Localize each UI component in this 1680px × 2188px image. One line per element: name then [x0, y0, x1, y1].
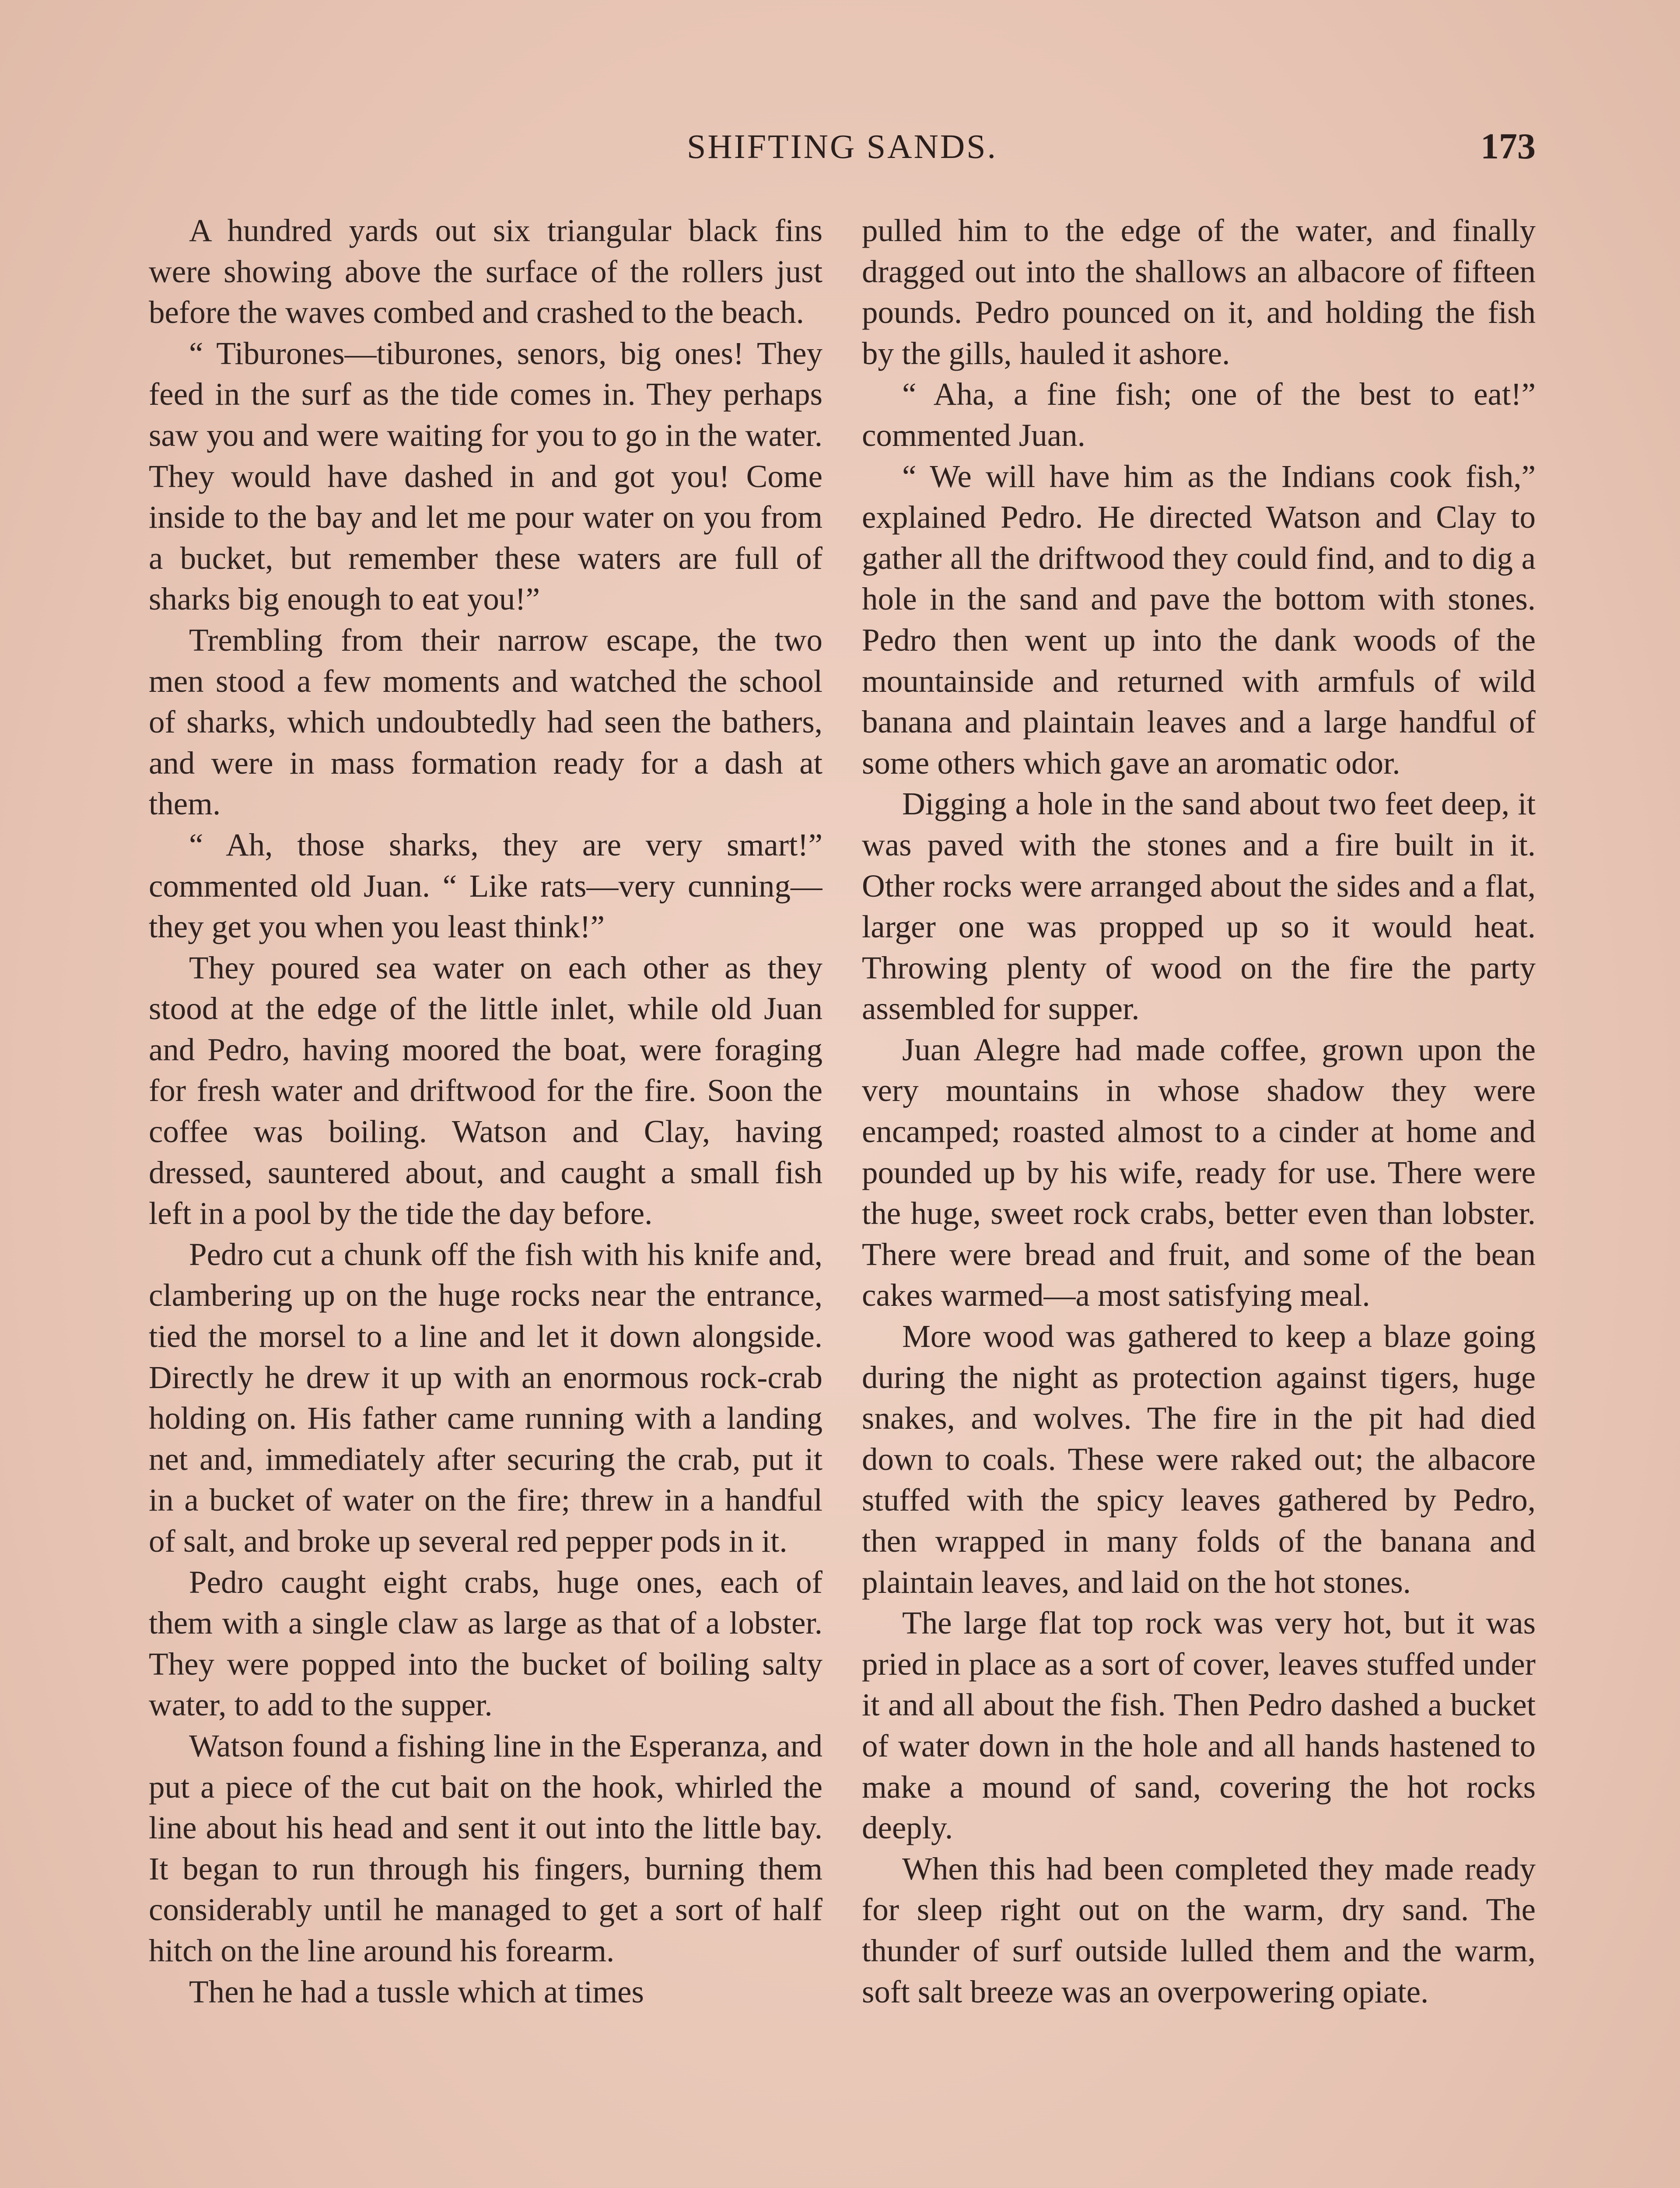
- page-header: [149, 127, 1536, 175]
- paragraph: Juan Alegre had made coffee, grown upon the very mountains in whose shadow they were encamped; roasted almost to a cinder at home and pounded up by his wife, ready for use. There were the huge, sweet rock crabs, better even than lobster. There were bread and fruit, and some of the bean cakes warmed—a most satisfying meal.: [862, 1031, 1536, 1313]
- paragraph: “ Aha, a fine fish; one of the best to eat!” commented Juan.: [862, 376, 1536, 453]
- paragraph: pulled him to the edge of the water, and finally dragged out into the shallows an albacore of fifteen pounds. Pedro pounced on it, and holding the fish by the gills, hauled it ashore.: [862, 213, 1536, 371]
- left-text-column: [149, 210, 822, 2188]
- paragraph: When this had been completed they made ready for sleep right out on the warm, dry sand. The thunder of surf outside lulled them and the warm, soft salt breeze was an overpowering opiate.: [862, 1851, 1536, 2009]
- paragraph: More wood was gathered to keep a blaze going during the night as protection against tigers, huge snakes, and wolves. The fire in the pit had died down to coals. These were raked out; the albacore stuffed with the spicy leaves gathered by Pedro, then wrapped in many folds of the banana and plaintain leaves, and laid on the hot stones.: [862, 1318, 1536, 1600]
- paragraph: Digging a hole in the sand about two feet deep, it was paved with the stones and a fire built in it. Other rocks were arranged about the sides and a flat, larger one was propped up so it would heat. Throwing plenty of wood on the fire the party assembled for supper.: [862, 786, 1536, 1027]
- paragraph: The large flat top rock was very hot, but it was pried in place as a sort of cover, leaves stuffed under it and all about the fish. Then Pedro dashed a bucket of water down in the hole and all hands hastened to make a mound of sand, covering the hot rocks deeply.: [862, 1605, 1536, 1846]
- paragraph: “ Ah, those sharks, they are very smart!” commented old Juan. “ Like rats—very cunning—they get you when you least think!”: [149, 827, 822, 945]
- paragraph: They poured sea water on each other as they stood at the edge of the little inlet, while old Juan and Pedro, having moored the boat, were foraging for fresh water and driftwood for the fire. Soon the coffee was boiling. Watson and Clay, having dressed, sauntered about, and caught a small fish left in a pool by the tide the day before.: [149, 950, 822, 1231]
- paragraph: “ We will have him as the Indians cook fish,” explained Pedro. He directed Watson and Clay to gather all the driftwood they could find, and to dig a hole in the sand and pave the bottom with stones. Pedro then went up into the dank woods of the mountainside and returned with armfuls of wild banana and plaintain leaves and a large handful of some others which gave an aromatic odor.: [862, 458, 1536, 781]
- paragraph: Pedro caught eight crabs, huge ones, each of them with a single claw as large as that of a lobster. They were popped into the bucket of boiling salty water, to add to the supper.: [149, 1564, 822, 1723]
- paragraph: Trembling from their narrow escape, the two men stood a few moments and watched the school of sharks, which undoubtedly had seen the bathers, and were in mass formation ready for a dash at them.: [149, 622, 822, 822]
- right-text-column: [862, 210, 1536, 2188]
- paragraph: Pedro cut a chunk off the fish with his knife and, clambering up on the huge rocks near the entrance, tied the morsel to a line and let it down alongside. Directly he drew it up with an enormous rock-crab holding on. His father came running with a landing net and, immediately after securing the crab, put it in a bucket of water on the fire; threw in a handful of salt, and broke up several red pepper pods in it.: [149, 1236, 822, 1559]
- running-title: SHIFTING SANDS.: [686, 127, 998, 165]
- paragraph: Watson found a fishing line in the Esperanza, and put a piece of the cut bait on the hook, whirled the line about his head and sent it out into the little bay. It began to run through his fingers, burning them considerably until he managed to get a sort of half hitch on the line around his forearm.: [149, 1728, 822, 1968]
- paragraph: Then he had a tussle which at times: [189, 1974, 644, 2009]
- paragraph: A hundred yards out six triangular black fins were showing above the surface of the rollers just before the waves combed and crashed to the beach.: [149, 213, 822, 330]
- page-number: 173: [1480, 126, 1536, 167]
- paragraph: “ Tiburones—tiburones, senors, big ones! They feed in the surf as the tide comes in. They perhaps saw you and were waiting for you to go in the water. They would have dashed in and got you! Come inside to the bay and let me pour water on you from a bucket, but remember these waters are full of sharks big enough to eat you!”: [149, 335, 822, 617]
